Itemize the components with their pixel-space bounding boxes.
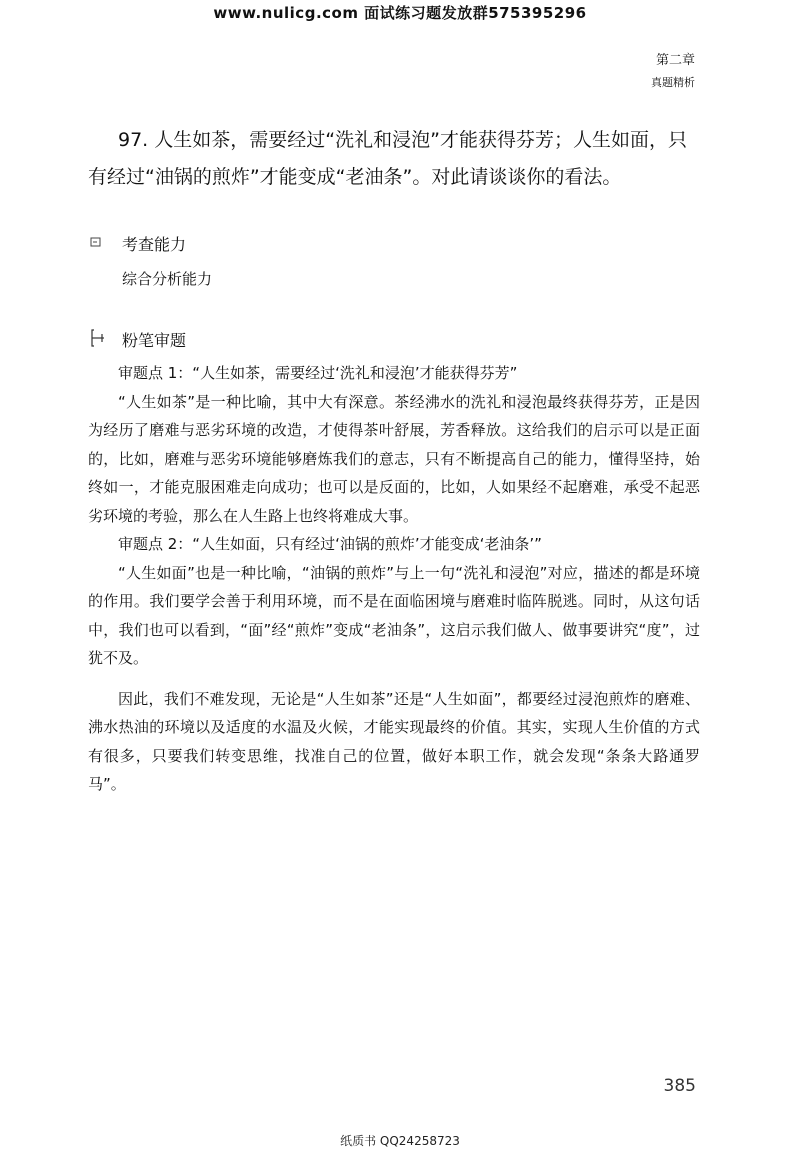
chapter-header	[651, 50, 695, 94]
question-text: 97. 人生如茶，需要经过“洗礼和浸泡”才能获得芬芳；人生如面，只有经过“油锅的煎炸”才能变成“老油条”。对此请谈谈你的看法。	[88, 129, 687, 188]
page-number: 385	[663, 1076, 696, 1096]
chapter-title: 第二章	[655, 53, 695, 68]
bottom-watermark: 纸质书 QQ24258723	[340, 1134, 460, 1148]
top-watermark: www.nulicg.com 面试练习题发放群575395296	[213, 4, 587, 22]
analysis-point-2-heading: 审题点 2：“人生如面，只有经过‘油锅的煎炸’才能变成‘老油条’”	[118, 535, 542, 553]
ability-section-title: 考查能力	[122, 235, 187, 254]
analysis-section-header	[90, 328, 186, 351]
analysis-body	[88, 359, 700, 799]
analysis-point-1-heading: 审题点 1：“人生如茶，需要经过‘洗礼和浸泡’才能获得芬芳”	[118, 364, 518, 382]
box-icon	[90, 236, 108, 251]
chapter-subtitle: 真题精析	[651, 76, 695, 89]
ability-content: 综合分析能力	[122, 270, 213, 288]
analysis-section-title: 粉笔审题	[122, 331, 187, 350]
analysis-point-2-body: “人生如面”也是一种比喻，“油锅的煎炸”与上一句“洗礼和浸泡”对应，描述的都是环境的作用。我们要学会善于利用环境，而不是在面临困境与磨难时临阵脱逃。同时，从这句话中，我们也可以看到，“面”经“煎炸”变成“老油条”，这启示我们做人、做事要讲究“度”，过犹不及。	[88, 563, 700, 667]
analysis-conclusion: 因此，我们不难发现，无论是“人生如茶”还是“人生如面”，都要经过浸泡煎炸的磨难、沸水热油的环境以及适度的水温及火候，才能实现最终的价值。其实，实现人生价值的方式有很多，只要我们转变思维，找准自己的位置，做好本职工作，就会发现“条条大路通罗马”。	[88, 689, 700, 793]
analysis-point-1-body: “人生如茶”是一种比喻，其中大有深意。茶经沸水的洗礼和浸泡最终获得芬芳，正是因为经历了磨难与恶劣环境的改造，才使得茶叶舒展，芳香释放。这给我们的启示可以是正面的，比如，磨难与恶劣环境能够磨炼我们的意志，只有不断提高自己的能力，懂得坚持，始终如一，才能克服困难走向成功；也可以是反面的，比如，人如果经不起磨难，承受不起恶劣环境的考验，那么在人生路上也终将难成大事。	[88, 392, 700, 525]
bracket-icon	[90, 328, 108, 351]
ability-section-header	[90, 232, 186, 255]
